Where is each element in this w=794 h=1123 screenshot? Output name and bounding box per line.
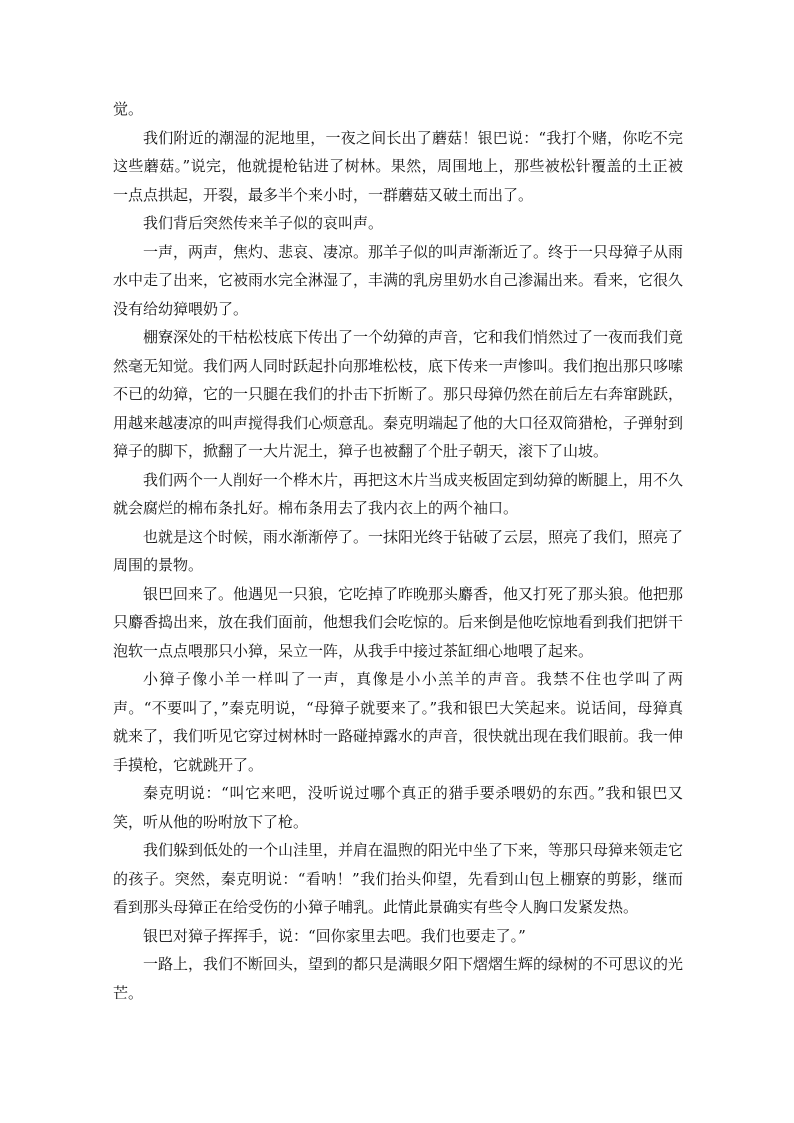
paragraph: 银巴对獐子挥挥手，说：“回你家里去吧。我们也要走了。” [143, 926, 526, 945]
paragraph: 我们背后突然传来羊子似的哀叫声。 [143, 214, 384, 232]
paragraph: 银巴回来了。他遇见一只狼，它吃掉了昨晚那头麝香，他又打死了那头狼。他把那只麝香捣出来，放在我们面前，他想我们会吃惊的。后来倒是他吃惊地看到我们把饼干泡软一点点喂那只小獐，呆立一阵，从我手中接过茶缸细心地喂了起来。 [113, 584, 684, 660]
paragraph: 也就是这个时候，雨水渐渐停了。一抹阳光终于钻破了云层，照亮了我们，照亮了周围的景物。 [113, 527, 684, 574]
paragraph: 我们附近的潮湿的泥地里，一夜之间长出了蘑菇！银巴说：“我打个赌，你吃不完这些蘑菇。”说完，他就提枪钻进了树林。果然，周围地上，那些被松针覆盖的土正被一点点拱起，开裂，最多半个来小时，一群蘑菇又破土而出了。 [113, 128, 683, 204]
paragraph: 小獐子像小羊一样叫了一声，真像是小小羔羊的声音。我禁不住也学叫了两声。“不要叫了，”秦克明说，“母獐子就要来了。”我和银巴大笑起来。说话间，母獐真就来了，我们听见它穿过树林时一路碰掉露水的声音，很快就出现在我们眼前。我一伸手摸枪，它就跳开了。 [113, 670, 684, 774]
paragraph: 我们躲到低处的一个山洼里，并肩在温煦的阳光中坐了下来，等那只母獐来领走它的孩子。突然，秦克明说：“看呐！”我们抬头仰望，先看到山包上棚寮的剪影，继而看到那头母獐正在给受伤的小獐子哺乳。此情此景确实有些令人胸口发紧发热。 [113, 841, 684, 916]
paragraph-continued: 觉。 [113, 100, 144, 118]
paragraph: 一路上，我们不断回头，望到的都只是满眼夕阳下熠熠生辉的绿树的不可思议的光芒。 [113, 955, 684, 1002]
paragraph: 棚寮深处的干枯松枝底下传出了一个幼獐的声音，它和我们悄然过了一夜而我们竟然毫无知觉。我们两人同时跃起扑向那堆松枝，底下传来一声惨叫。我们抱出那只哆嗦不已的幼獐，它的一只腿在我们的扑击下折断了。那只母獐仍然在前后左右奔窜跳跃，用越来越凄凉的叫声搅得我们心烦意乱。秦克明端起了他的大口径双筒猎枪，子弹射到獐子的脚下，掀翻了一大片泥土，獐子也被翻了个肚子朝天，滚下了山坡。 [113, 328, 684, 460]
paragraph: 我们两个一人削好一个桦木片，再把这木片当成夹板固定到幼獐的断腿上，用不久就会腐烂的棉布条扎好。棉布条用去了我内衣上的两个袖口。 [113, 470, 684, 517]
paragraph: 秦克明说：“叫它来吧，没听说过哪个真正的猎手要杀喂奶的东西。”我和银巴又笑，听从他的吩咐放下了枪。 [113, 784, 683, 831]
paragraph: 一声，两声，焦灼、悲哀、凄凉。那羊子似的叫声渐渐近了。终于一只母獐子从雨水中走了出来，它被雨水完全淋湿了，丰满的乳房里奶水自己渗漏出来。看来，它很久没有给幼獐喂奶了。 [113, 242, 684, 318]
document-body [113, 95, 683, 1007]
